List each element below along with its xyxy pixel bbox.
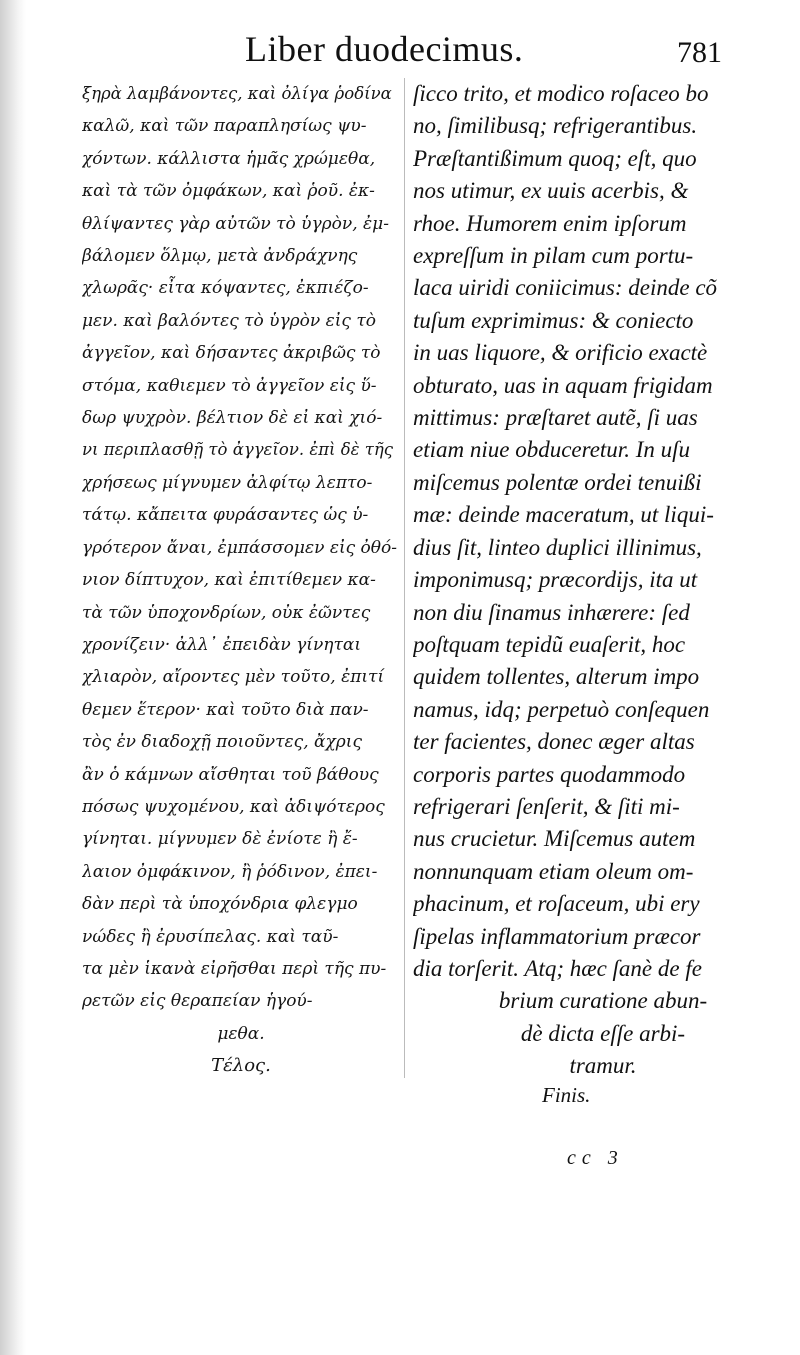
- latin-text-line: no, ſimilibusq; refrigerantibus.: [413, 113, 698, 139]
- greek-text-line: νώδες ἢ ἐρυσίπελας. καὶ ταῦ-: [82, 926, 339, 947]
- greek-text-line: δὰν περὶ τὰ ὑποχόνδρια φλεγμο: [82, 894, 358, 915]
- latin-closing-line: tramur.: [569, 1053, 637, 1079]
- latin-text-line: ſicco trito, et modico roſaceo bo: [413, 81, 709, 106]
- latin-text-line: ter facientes, donec æger altas: [413, 729, 695, 755]
- latin-text-line: dius ſit, linteo duplici illinimus,: [413, 534, 702, 560]
- latin-text-line: laca uiridi coniicimus: deinde cõ: [413, 275, 718, 301]
- greek-text-line: θλίψαντες γὰρ αὐτῶν τὸ ὑγρὸν, ἐμ-: [82, 213, 389, 234]
- latin-text-line: expreſſum in pilam cum portu-: [413, 243, 694, 269]
- greek-text-line: τὰ τῶν ὑποχονδρίων, οὐκ ἐῶντες: [82, 602, 371, 623]
- greek-text-line: χόντων. κάλλιστα ἡμᾶς χρώμεθα,: [82, 148, 376, 169]
- greek-text-line: ἀγγεῖον, καὶ δήσαντες ἀκριβῶς τὸ: [82, 343, 381, 364]
- latin-text-line: poſtquam tepidũ euaſerit, hoc: [413, 631, 686, 657]
- greek-text-line: χλιαρὸν, αἴροντες μὲν τοῦτο, ἐπιτί: [82, 667, 385, 688]
- latin-text-line: imponimusq; præcordijs, ita ut: [413, 567, 698, 593]
- latin-text-line: miſcemus polentæ ordei tenuißi: [413, 469, 702, 495]
- latin-text-line: mæ: deinde maceratum, ut liqui-: [413, 502, 714, 528]
- greek-text-line: ἂν ὁ κάμνων αἴσθηται τοῦ βάθους: [82, 764, 379, 785]
- greek-text-line: τα μὲν ἱκανὰ εἰρῆσθαι περὶ τῆς πυ-: [82, 958, 387, 979]
- latin-text-line: mittimus: præſtaret autẽ, ſi uas: [413, 405, 698, 431]
- latin-closing-line: brium curatione abun-: [498, 988, 708, 1014]
- greek-text-line: θεμεν ἕτερον· καὶ τοῦτο διὰ παν-: [82, 699, 369, 720]
- greek-text-line: πόσως ψυχομένου, καὶ ἀδιψότερος: [82, 796, 385, 817]
- greek-text-line: χρήσεως μίγνυμεν ἀλφίτῳ λεπτο-: [82, 472, 373, 493]
- latin-text-line: tuſum exprimimus: & coniecto: [413, 307, 694, 333]
- latin-text-line: Præſtantißimum quoq; eſt, quo: [413, 145, 697, 171]
- greek-text-line: γίνηται. μίγνυμεν δὲ ἐνίοτε ἢ ἔ-: [82, 829, 358, 850]
- greek-text-line: νιον δίπτυχον, καὶ ἐπιτίθεμεν κα-: [82, 570, 376, 591]
- greek-text-line: στόμα, καθιεμεν τὸ ἀγγεῖον εἰς ὕ-: [82, 375, 377, 396]
- latin-text-line: nonnunquam etiam oleum om-: [413, 858, 694, 884]
- greek-text-line: ρετῶν εἰς θεραπείαν ἡγού-: [82, 991, 313, 1012]
- greek-text-line: λαιον ὀμφάκινον, ἢ ῥόδινον, ἐπει-: [82, 861, 378, 882]
- greek-text-line: χλωρᾶς· εἶτα κόψαντες, ἐκπιέζο-: [82, 278, 369, 299]
- greek-end-word: Τέλος.: [211, 1055, 271, 1076]
- latin-text-line: non diu ſinamus inhærere: ſed: [413, 599, 690, 625]
- latin-text-line: rhoe. Humorem enim ipſorum: [413, 210, 687, 236]
- latin-closing-line: dè dicta eſſe arbi-: [520, 1020, 686, 1046]
- page-number: 781: [677, 36, 722, 69]
- greek-text-line: χρονίζειν· ἀλλ᾽ ἐπειδὰν γίνηται: [82, 634, 362, 655]
- latin-text-line: etiam niue obduceretur. In uſu: [413, 437, 691, 463]
- latin-text-line: nos utimur, ex uuis acerbis, &: [413, 178, 689, 204]
- latin-text-line: nus crucietur. Miſcemus autem: [413, 826, 696, 852]
- column-divider: [404, 78, 405, 1078]
- greek-text-line: μεν. καὶ βαλόντες τὸ ὑγρὸν εἰς τὸ: [82, 310, 376, 331]
- signature-mark: cc 3: [567, 1147, 624, 1169]
- latin-text-line: refrigerari ſenſerit, & ſiti mi-: [413, 793, 680, 819]
- greek-text-line: νι περιπλασθῇ τὸ ἀγγεῖον. ἐπὶ δὲ τῆς: [82, 440, 394, 460]
- latin-text-line: quidem tollentes, alterum impo: [413, 664, 700, 690]
- latin-text-line: dia torſerit. Atq; hæc ſanè de fe: [413, 955, 702, 981]
- greek-text-line: καὶ τὰ τῶν ὀμφάκων, καὶ ῥοῦ. ἐκ-: [82, 181, 375, 202]
- greek-text-line: γρότερον ἄναι, ἐμπάσσομεν εἰς ὀθό-: [82, 537, 397, 558]
- latin-text-line: obturato, uas in aquam frigidam: [413, 372, 713, 398]
- greek-text-line: ξηρὰ λαμβάνοντες, καὶ ὀλίγα ῥοδίνα: [82, 84, 392, 103]
- latin-finis: Finis.: [542, 1083, 591, 1107]
- greek-text-line: τὸς ἐν διαδοχῇ ποιοῦντες, ἄχρις: [82, 732, 362, 753]
- latin-text-column: [413, 78, 793, 1083]
- page-title: Liber duodecimus.: [245, 29, 524, 69]
- latin-text-line: phacinum, et roſaceum, ubi ery: [413, 891, 700, 917]
- greek-text-column: [82, 78, 400, 1050]
- latin-text-line: ſipelas inflammatorium præcor: [413, 923, 701, 949]
- latin-text-line: namus, idq; perpetuò conſequen: [413, 696, 710, 722]
- latin-text-line: in uas liquore, & orificio exactè: [413, 340, 708, 366]
- greek-text-line: δωρ ψυχρὸν. βέλτιον δὲ εἰ καὶ χιό-: [82, 408, 383, 429]
- latin-text-line: corporis partes quodammodo: [413, 761, 686, 787]
- greek-text-line: μεθα.: [217, 1023, 265, 1044]
- greek-text-line: καλῶ, καὶ τῶν παραπλησίως ψυ-: [82, 116, 367, 137]
- greek-text-line: βάλομεν ὅλμῳ, μετὰ ἀνδράχνης: [82, 246, 358, 267]
- greek-text-line: τάτῳ. κἄπειτα φυράσαντες ὡς ὑ-: [82, 505, 369, 526]
- page-edge-shadow: [0, 0, 26, 1355]
